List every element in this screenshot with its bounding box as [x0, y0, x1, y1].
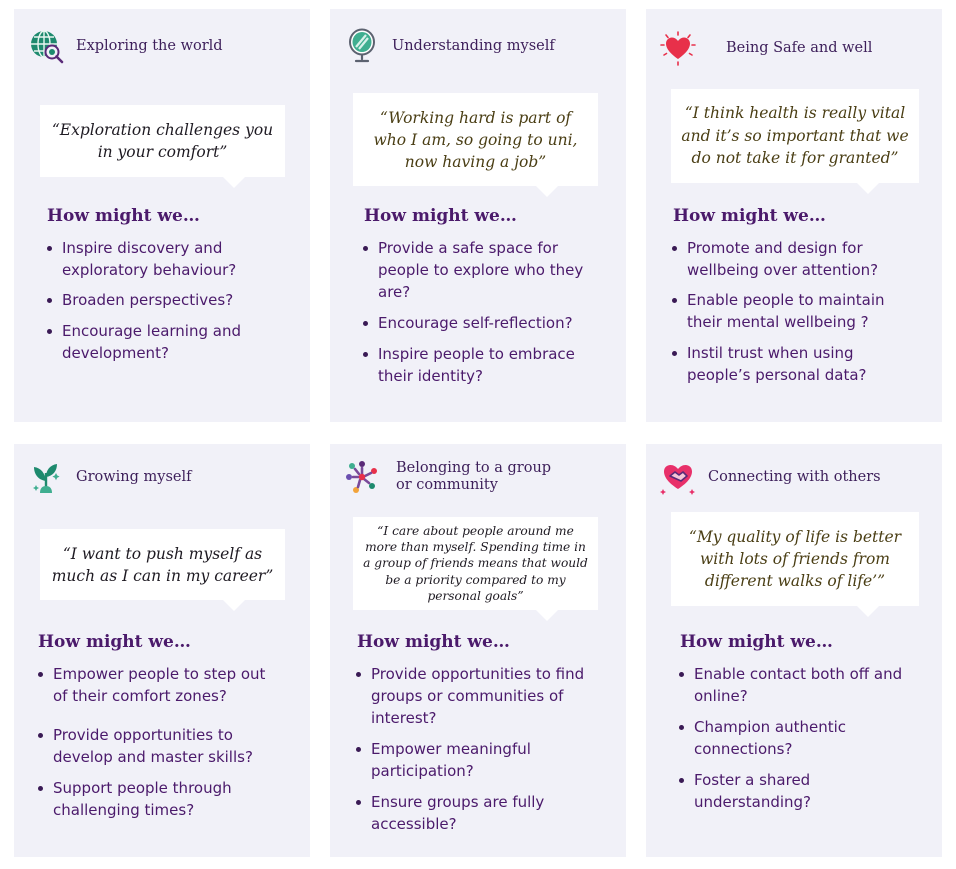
card-title: Belonging to a group or community	[396, 460, 552, 493]
question-list	[47, 237, 287, 364]
quote-text: “I care about people around me more than myself. Spending time in a group of friends means that would be a priority compared to my personal goals”	[363, 523, 588, 603]
quote-bubble	[671, 89, 919, 183]
list-item: Enable contact both off and online?	[679, 663, 919, 707]
quote-text: “I think health is really vital and it’s so important that we do not take it for granted”	[681, 104, 909, 168]
card-understanding-myself	[330, 9, 626, 422]
how-might-we-heading: How might we…	[680, 632, 833, 652]
how-might-we-heading: How might we…	[47, 206, 200, 226]
mirror-icon	[344, 28, 380, 64]
question-list	[356, 663, 601, 835]
question-list	[672, 237, 912, 386]
how-might-we-heading: How might we…	[364, 206, 517, 226]
heart-icon	[660, 30, 696, 66]
card-growing-myself	[14, 444, 310, 857]
list-item: Broaden perspectives?	[47, 289, 287, 311]
list-item: Encourage self-reflection?	[363, 312, 603, 334]
how-might-we-heading: How might we…	[38, 632, 191, 652]
list-item: Foster a shared understanding?	[679, 769, 919, 813]
quote-bubble	[40, 529, 285, 600]
list-item: Provide a safe space for people to explore who they are?	[363, 237, 603, 303]
list-item: Encourage learning and development?	[47, 320, 287, 364]
quote-text: “My quality of life is better with lots of friends from different walks of life’”	[688, 528, 902, 590]
card-connecting-with-others	[646, 444, 942, 857]
list-item: Enable people to maintain their mental wellbeing ?	[672, 289, 912, 333]
list-item: Support people through challenging times?	[38, 777, 283, 821]
list-item: Promote and design for wellbeing over attention?	[672, 237, 912, 281]
how-might-we-heading: How might we…	[673, 206, 826, 226]
handshake-heart-icon	[660, 459, 696, 495]
globe-icon	[28, 28, 64, 64]
quote-bubble	[353, 93, 598, 186]
card-header	[344, 452, 616, 502]
community-icon	[344, 459, 380, 495]
list-item: Provide opportunities to find groups or communities of interest?	[356, 663, 601, 729]
list-item: Champion authentic connections?	[679, 716, 919, 760]
list-item: Inspire discovery and exploratory behaviour?	[47, 237, 287, 281]
quote-text: “Working hard is part of who I am, so going to uni, now having a job”	[373, 108, 578, 171]
card-title: Connecting with others	[708, 468, 881, 485]
quote-text: “I want to push myself as much as I can in my career”	[51, 544, 274, 585]
card-header	[660, 23, 932, 73]
list-item: Inspire people to embrace their identity?	[363, 343, 603, 387]
card-title: Growing myself	[76, 468, 192, 485]
card-header	[344, 21, 616, 71]
list-item: Ensure groups are fully accessible?	[356, 791, 601, 835]
question-list	[38, 663, 283, 821]
card-title: Being Safe and well	[726, 39, 873, 56]
quote-text: “Exploration challenges you in your comfort”	[51, 121, 274, 161]
card-title: Exploring the world	[76, 37, 223, 54]
how-might-we-heading: How might we…	[357, 632, 510, 652]
question-list	[363, 237, 603, 387]
card-header	[28, 452, 300, 502]
card-title: Understanding myself	[392, 37, 555, 54]
list-item: Empower people to step out of their comfort zones?	[38, 663, 283, 707]
quote-bubble	[40, 105, 285, 177]
quote-bubble	[353, 517, 598, 610]
card-header	[660, 452, 932, 502]
card-belonging-to-a-group	[330, 444, 626, 857]
list-item: Empower meaningful participation?	[356, 738, 601, 782]
question-list	[679, 663, 919, 813]
card-header	[28, 21, 300, 71]
plant-icon	[28, 459, 64, 495]
list-item: Provide opportunities to develop and master skills?	[38, 724, 283, 768]
list-item: Instil trust when using people’s personal data?	[672, 342, 912, 386]
card-exploring-the-world	[14, 9, 310, 422]
quote-bubble	[671, 512, 919, 606]
card-being-safe-and-well	[646, 9, 942, 422]
